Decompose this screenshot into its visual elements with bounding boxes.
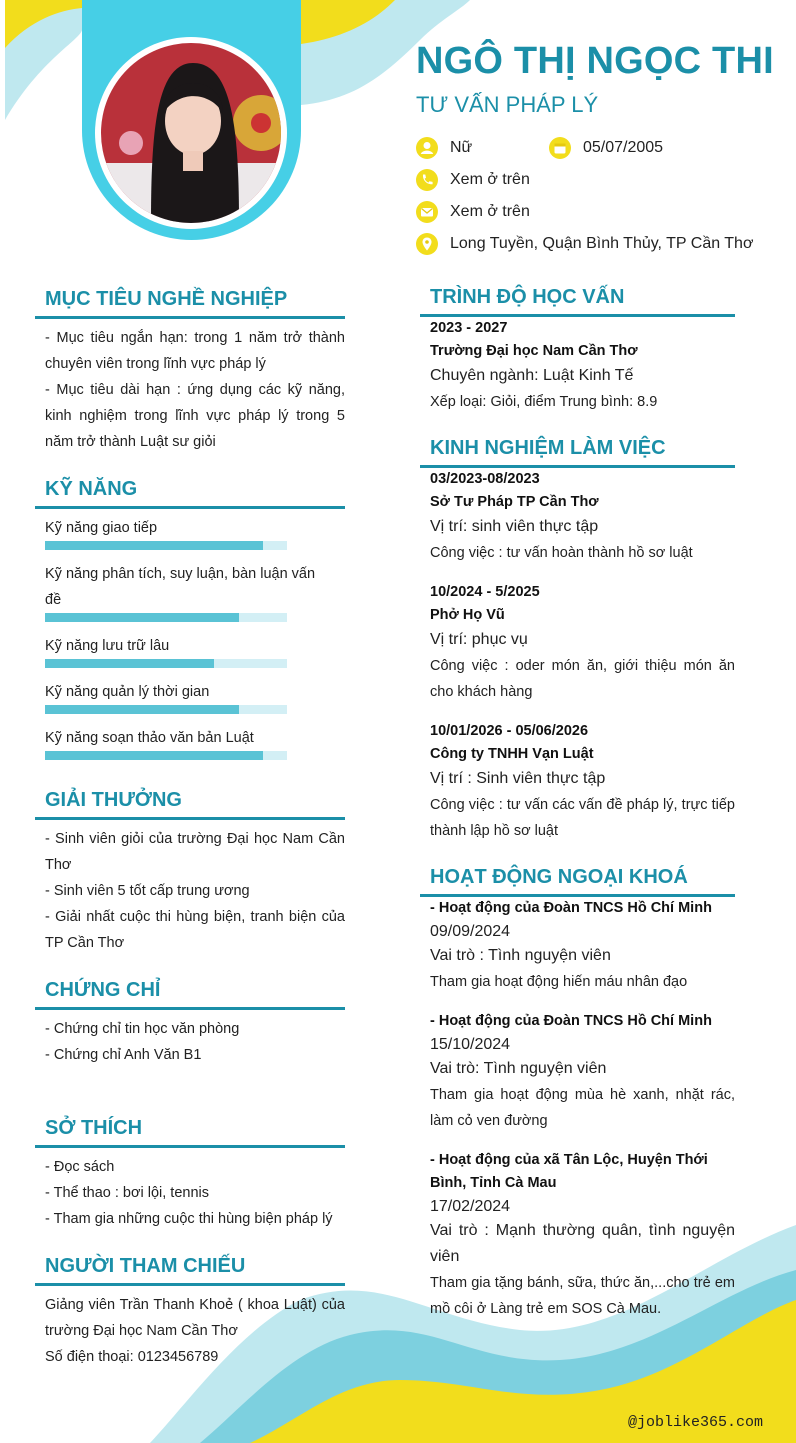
experience-desc: Công việc : tư vấn các vấn đề pháp lý, trực tiếp thành lập hồ sơ luật [430, 797, 735, 839]
activity-role: Vai trò: Tình nguyện viên [430, 1060, 607, 1077]
email-row [416, 201, 530, 223]
skill-bar [45, 705, 287, 714]
reference-line: Giảng viên Trần Thanh Khoẻ ( khoa Luật) của trường Đại học Nam Cần Thơ [45, 1297, 345, 1339]
skill-label: Kỹ năng quản lý thời gian [45, 684, 210, 700]
skill-bar-fill [45, 751, 263, 760]
experience-entry [430, 581, 735, 705]
education-grade: Xếp loại: Giỏi, điểm Trung bình: 8.9 [430, 394, 658, 410]
email-text: Xem ở trên [450, 203, 530, 220]
hobbies-rule [35, 1145, 345, 1148]
hobbies-heading: SỞ THÍCH [45, 1117, 143, 1139]
activity-entry [430, 897, 735, 995]
activity-desc: Tham gia hoạt động hiến máu nhân đạo [430, 974, 688, 990]
experience-entry [430, 468, 735, 566]
phone-row [416, 169, 530, 191]
address-text: Long Tuyền, Quận Bình Thủy, TP Cần Thơ [450, 235, 754, 252]
activity-desc: Tham gia tặng bánh, sữa, thức ăn,...cho trẻ em mồ côi ở Làng trẻ em SOS Cà Mau. [430, 1275, 735, 1317]
location-pin-icon [416, 233, 438, 255]
skill-label: Kỹ năng soạn thảo văn bản Luật [45, 730, 254, 746]
awards-text [45, 826, 345, 956]
job-title: TƯ VẤN PHÁP LÝ [416, 92, 599, 117]
hobby-line: - Đọc sách [45, 1159, 115, 1175]
activity-role: Vai trò : Tình nguyện viên [430, 947, 611, 964]
award-line: - Sinh viên giỏi của trường Đại học Nam Cần Thơ [45, 831, 345, 873]
certificates-text [45, 1016, 345, 1068]
experience-role: Vị trí : Sinh viên thực tập [430, 770, 606, 787]
activity-date: 15/10/2024 [430, 1036, 511, 1053]
skill-bar [45, 541, 287, 550]
experience-role: Vị trí: phục vụ [430, 631, 528, 648]
activity-desc: Tham gia hoạt động mùa hè xanh, nhặt rác, làm cỏ ven đường [430, 1087, 735, 1129]
skill-bar [45, 613, 287, 622]
hobby-line: - Thể thao : bơi lội, tennis [45, 1185, 209, 1201]
education-major: Chuyên ngành: Luật Kinh Tế [430, 367, 634, 384]
skill-bar-fill [45, 541, 263, 550]
hobbies-text [45, 1154, 345, 1232]
avatar [101, 43, 281, 223]
certificates-rule [35, 1007, 345, 1010]
skill-bar [45, 751, 287, 760]
candidate-name: NGÔ THỊ NGỌC THI [416, 40, 774, 82]
education-period: 2023 - 2027 [430, 320, 508, 336]
email-icon [416, 201, 438, 223]
objective-line: - Mục tiêu dài hạn : ứng dụng các kỹ năng, kinh nghiệm trong lĩnh vực pháp lý trong 5 năm trở thành Luật sư giỏi [45, 382, 345, 450]
experience-org: Công ty TNHH Vạn Luật [430, 746, 594, 762]
activity-org: - Hoạt động của xã Tân Lộc, Huyện Thới Bình, Tỉnh Cà Mau [430, 1152, 708, 1191]
experience-desc: Công việc : tư vấn hoàn thành hồ sơ luật [430, 545, 693, 561]
certificates-heading: CHỨNG CHỈ [45, 979, 161, 1001]
objective-heading: MỤC TIÊU NGHỀ NGHIỆP [45, 288, 288, 310]
award-line: - Sinh viên 5 tốt cấp trung ương [45, 883, 250, 899]
references-text [45, 1292, 345, 1370]
birthdate-text: 05/07/2005 [583, 139, 664, 156]
reference-phone: Số điện thoại: 0123456789 [45, 1349, 219, 1365]
activity-org: - Hoạt động của Đoàn TNCS Hồ Chí Minh [430, 900, 712, 916]
experience-period: 03/2023-08/2023 [430, 471, 540, 487]
education-entry [430, 317, 735, 415]
skill-bar-fill [45, 613, 239, 622]
education-heading: TRÌNH ĐỘ HỌC VẤN [430, 286, 625, 308]
activity-date: 09/09/2024 [430, 923, 511, 940]
experience-period: 10/2024 - 5/2025 [430, 584, 540, 600]
activity-entry [430, 1149, 735, 1322]
skills-rule [35, 506, 345, 509]
experience-org: Sở Tư Pháp TP Cần Thơ [430, 494, 599, 510]
experience-heading: KINH NGHIỆM LÀM VIỆC [430, 437, 666, 459]
experience-org: Phở Họ Vũ [430, 607, 505, 623]
skills-heading: KỸ NĂNG [45, 478, 138, 500]
user-icon [416, 137, 438, 159]
references-heading: NGƯỜI THAM CHIẾU [45, 1255, 246, 1277]
certificate-line: - Chứng chỉ tin học văn phòng [45, 1021, 240, 1037]
skill-label: Kỹ năng phân tích, suy luận, bàn luận vấn đề [45, 566, 316, 608]
experience-period: 10/01/2026 - 05/06/2026 [430, 723, 589, 739]
skill-bar-fill [45, 705, 239, 714]
gender-text: Nữ [450, 139, 473, 156]
certificate-line: - Chứng chỉ Anh Văn B1 [45, 1047, 202, 1063]
experience-role: Vị trí: sinh viên thực tập [430, 518, 599, 535]
objective-text [45, 325, 345, 455]
references-rule [35, 1283, 345, 1286]
phone-text: Xem ở trên [450, 171, 530, 188]
activity-org: - Hoạt động của Đoàn TNCS Hồ Chí Minh [430, 1013, 712, 1029]
address-row [416, 233, 753, 255]
objective-rule [35, 316, 345, 319]
activity-date: 17/02/2024 [430, 1198, 511, 1215]
phone-icon [416, 169, 438, 191]
activity-entry [430, 1010, 735, 1134]
skill-label: Kỹ năng giao tiếp [45, 520, 158, 536]
gender-row [416, 137, 472, 159]
hobby-line: - Tham gia những cuộc thi hùng biện pháp lý [45, 1211, 333, 1227]
activities-heading: HOẠT ĐỘNG NGOẠI KHOÁ [430, 866, 688, 888]
skill-bar [45, 659, 287, 668]
skill-label: Kỹ năng lưu trữ lâu [45, 638, 170, 654]
calendar-icon [549, 137, 571, 159]
award-line: - Giải nhất cuộc thi hùng biện, tranh biện của TP Cần Thơ [45, 909, 345, 951]
birthdate-row [549, 137, 663, 159]
skill-bar-fill [45, 659, 214, 668]
education-school: Trường Đại học Nam Cần Thơ [430, 343, 638, 359]
awards-rule [35, 817, 345, 820]
activity-role: Vai trò : Mạnh thường quân, tình nguyện viên [430, 1222, 735, 1265]
experience-desc: Công việc : oder món ăn, giới thiệu món ăn cho khách hàng [430, 658, 735, 700]
experience-entry [430, 720, 735, 844]
objective-line: - Mục tiêu ngắn hạn: trong 1 năm trở thành chuyên viên trong lĩnh vực pháp lý [45, 330, 345, 372]
watermark: @joblike365.com [628, 1414, 764, 1431]
awards-heading: GIẢI THƯỞNG [45, 789, 182, 811]
